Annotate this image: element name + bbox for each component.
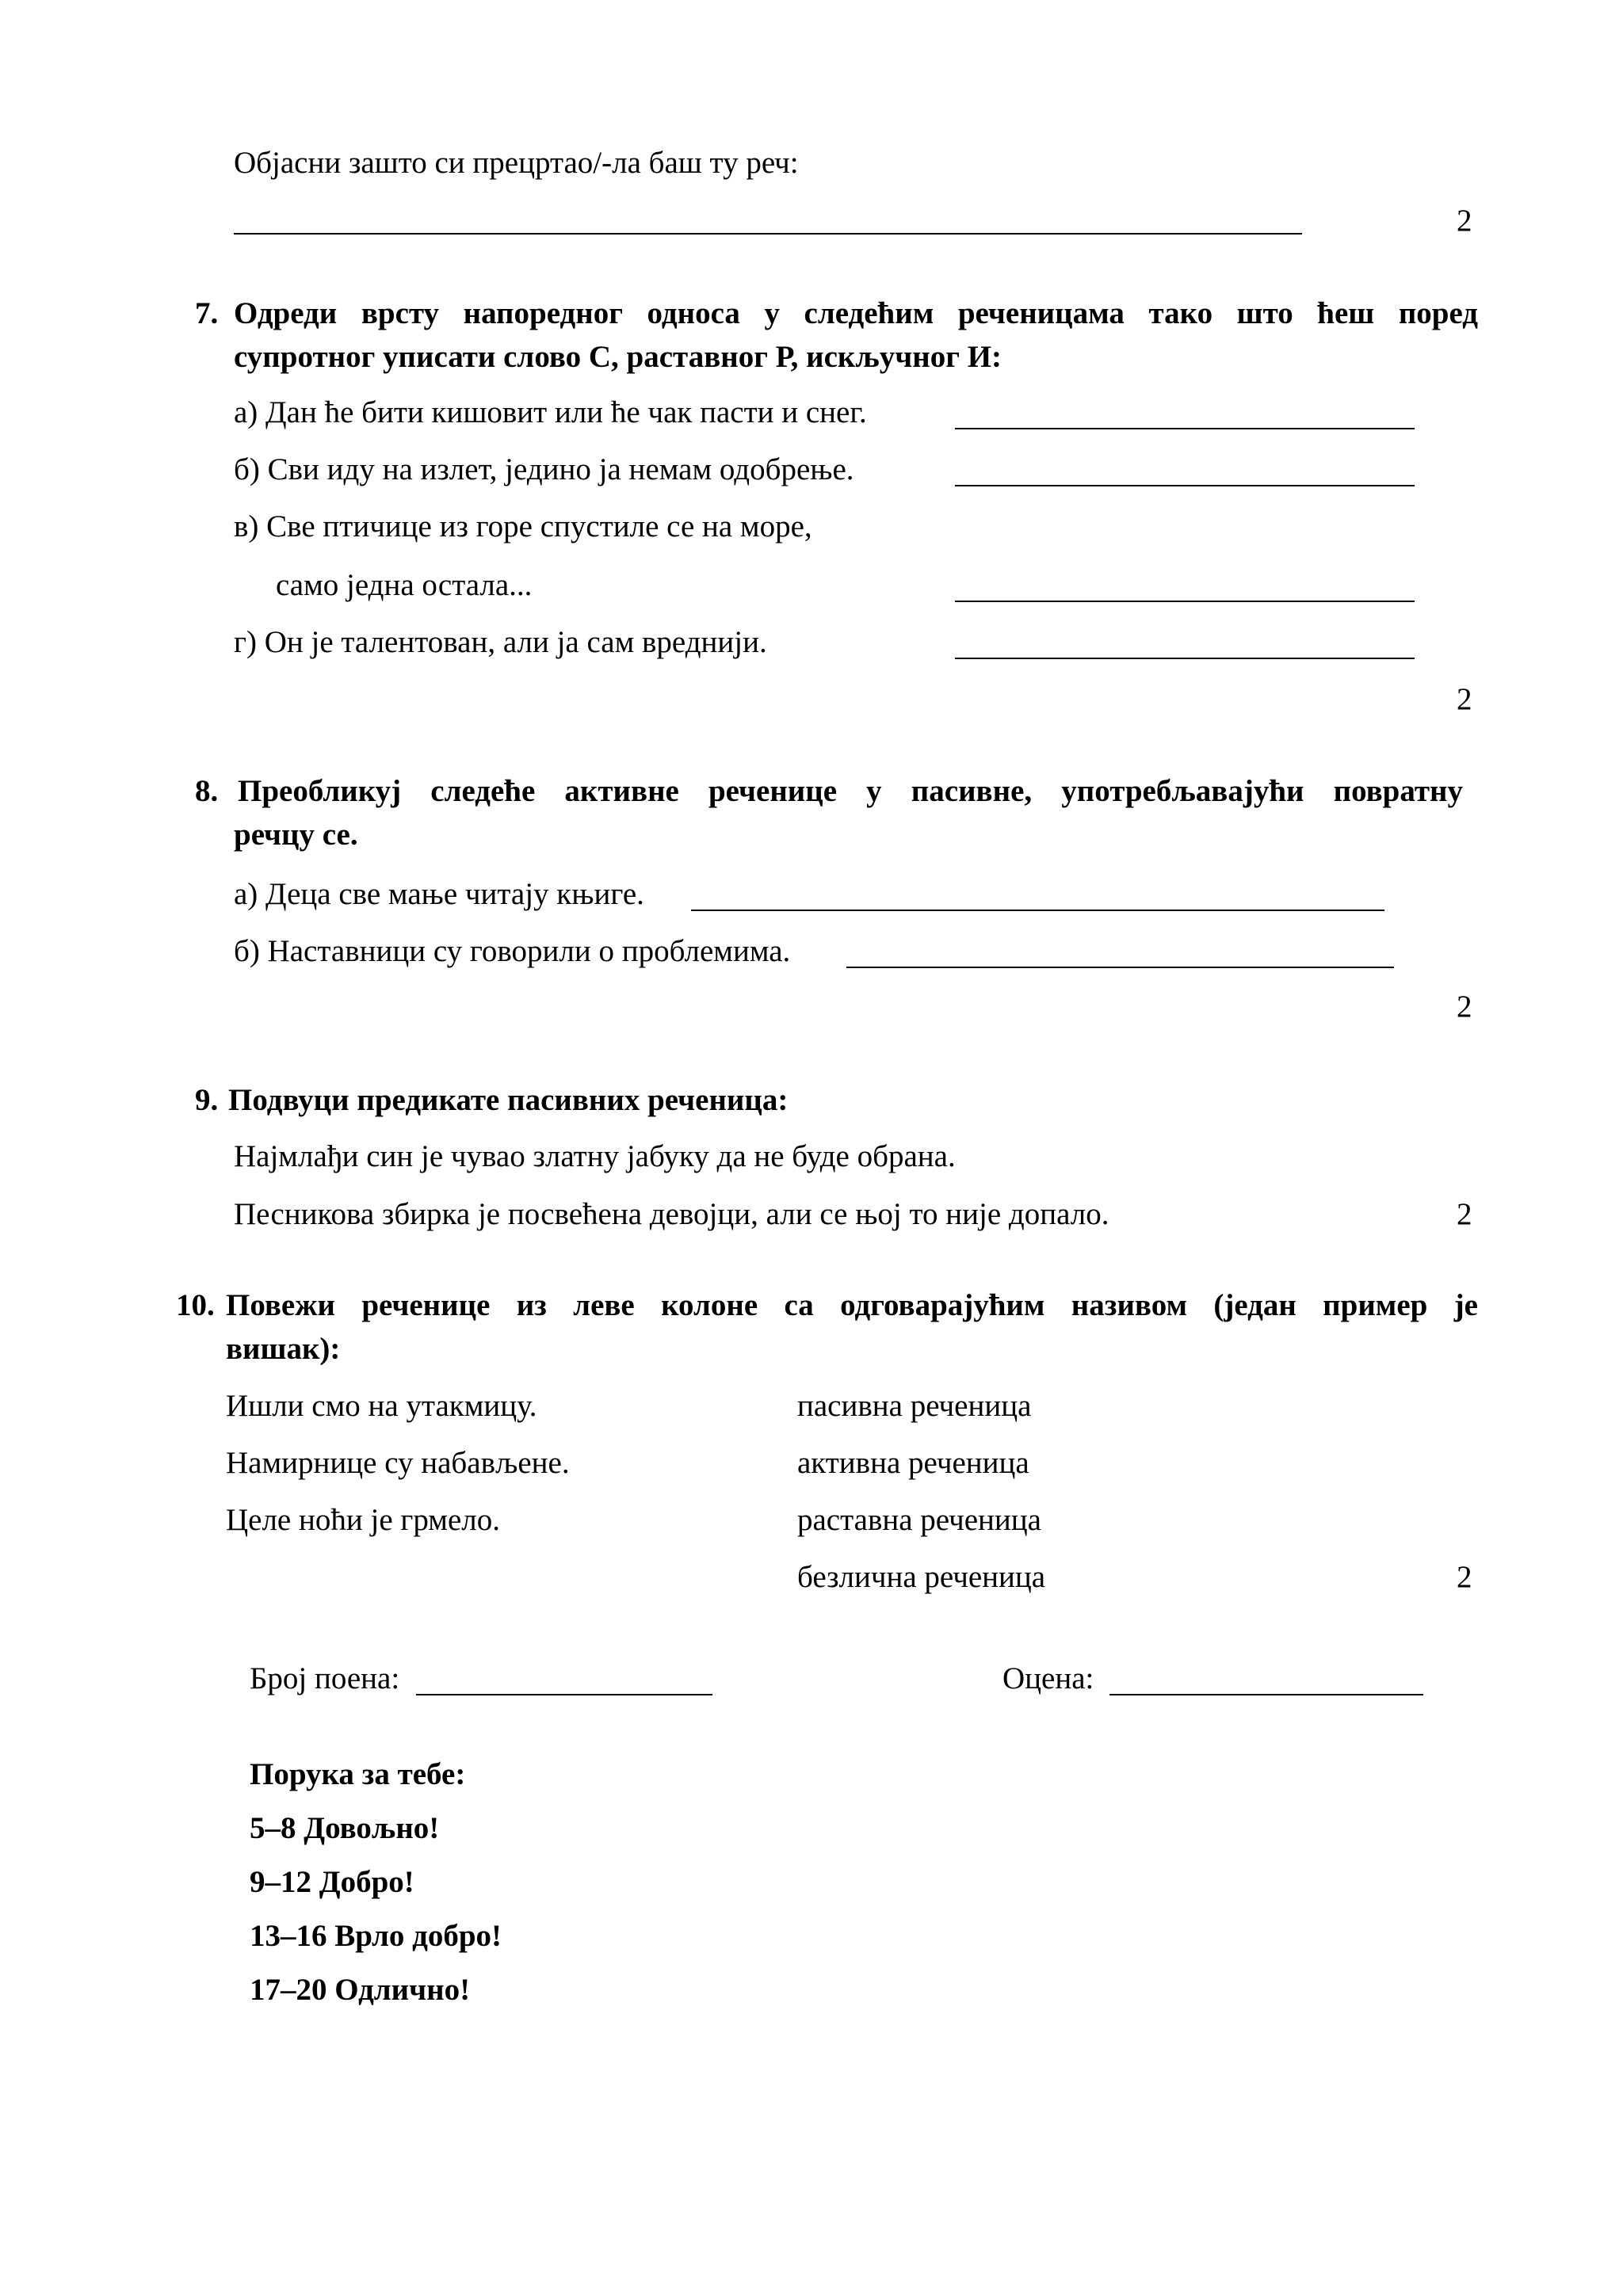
left-column-item[interactable]: Ишли смо на утакмицу.	[226, 1389, 537, 1423]
answer-line[interactable]	[955, 601, 1415, 602]
message-item: 17–20 Одлично!	[250, 1973, 471, 2007]
score-label: Број поена:	[250, 1661, 400, 1695]
sentence[interactable]: Најмлађи син је чувао златну јабуку да не буде обрана.	[234, 1139, 956, 1173]
points: 2	[1457, 990, 1472, 1024]
message-item: 13–16 Врло добро!	[250, 1919, 502, 1953]
grade-field[interactable]	[1109, 1694, 1423, 1695]
left-column-item[interactable]: Целе ноћи је грмело.	[226, 1503, 500, 1537]
question-text: супротног уписати слово С, раставног Р, искључног И:	[234, 340, 1002, 374]
message-item: 9–12 Добро!	[250, 1865, 414, 1899]
list-item: само једна остала...	[276, 568, 533, 602]
answer-line[interactable]	[234, 233, 1302, 235]
list-item: б) Сви иду на излет, једино ја немам одобрење.	[234, 452, 854, 486]
list-item: в) Све птичице из горе спустиле се на море,	[234, 509, 812, 543]
list-item: а) Деца све мање читају књиге.	[234, 877, 644, 911]
answer-line[interactable]	[955, 485, 1415, 486]
points: 2	[1457, 1560, 1472, 1594]
question-text: вишак):	[226, 1332, 341, 1366]
points: 2	[1457, 1197, 1472, 1231]
right-column-item[interactable]: пасивна реченица	[797, 1389, 1032, 1423]
message-item: 5–8 Довољно!	[250, 1811, 440, 1845]
points: 2	[1457, 682, 1472, 716]
question-text: речцу се.	[234, 818, 358, 852]
left-column-item[interactable]: Намирнице су набављене.	[226, 1446, 570, 1480]
question-text: Преобликуј следеће активне реченице у пасивне, употребљавајући повратну	[238, 774, 1463, 808]
answer-line[interactable]	[955, 658, 1415, 659]
question-number: 9.	[195, 1083, 219, 1117]
right-column-item[interactable]: активна реченица	[797, 1446, 1029, 1480]
points: 2	[1457, 204, 1472, 238]
answer-line[interactable]	[955, 428, 1415, 429]
right-column-item[interactable]: раставна реченица	[797, 1503, 1041, 1537]
answer-line[interactable]	[846, 967, 1394, 968]
right-column-item[interactable]: безлична реченица	[797, 1560, 1046, 1594]
explain-prompt: Објасни зашто си прецртао/-ла баш ту реч:	[234, 146, 799, 180]
list-item: г) Он је талентован, али ја сам вреднији.	[234, 625, 767, 659]
score-field[interactable]	[416, 1694, 712, 1695]
list-item: а) Дан ће бити кишовит или ће чак пасти и снег.	[234, 395, 867, 429]
message-title: Порука за тебе:	[250, 1757, 466, 1791]
sentence[interactable]: Песникова збирка је посвећена девојци, али се њој то није допало.	[234, 1197, 1109, 1231]
question-number: 7.	[195, 296, 219, 330]
grade-label: Оцена:	[1002, 1661, 1094, 1695]
question-text: Одреди врсту напоредног односа у следећим реченицама тако што ћеш поред	[234, 296, 1478, 330]
question-text: Подвуци предикате пасивних реченица:	[228, 1083, 789, 1117]
list-item: б) Наставници су говорили о проблемима.	[234, 934, 791, 968]
question-number: 10.	[176, 1288, 215, 1322]
question-text: Повежи реченице из леве колоне са одговарајућим називом (један пример је	[226, 1288, 1478, 1322]
answer-line[interactable]	[691, 910, 1384, 911]
question-number: 8.	[195, 774, 219, 808]
